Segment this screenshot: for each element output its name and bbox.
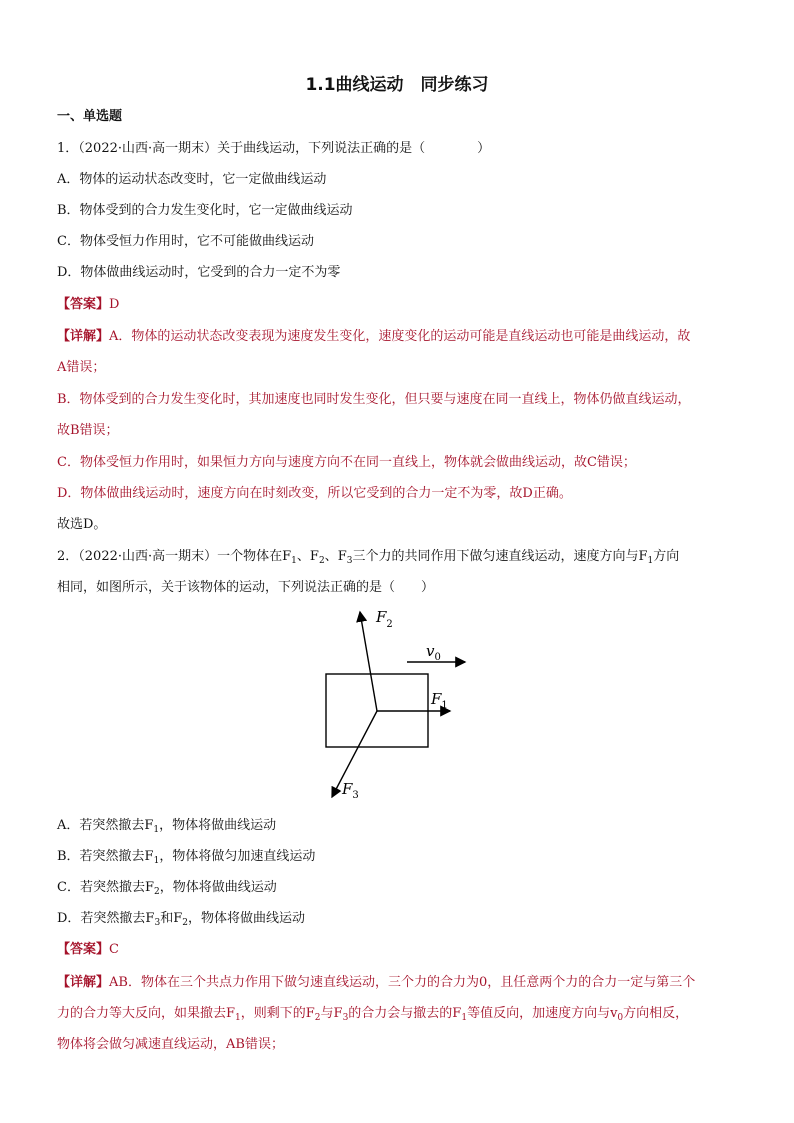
answer-value: D <box>109 297 120 312</box>
question-2-option-d: D．若突然撤去$F_3$和$F_2$，物体将做曲线运动 <box>57 911 305 928</box>
label-f1: $F_1$ <box>431 690 448 711</box>
label-f2: $F_2$ <box>376 608 393 630</box>
force-f3-arrow <box>332 711 377 797</box>
answer-label: 【答案】 <box>57 297 110 312</box>
question-1-option-c: C．物体受恒力作用时，它不可能做曲线运动 <box>57 234 314 249</box>
page-title: 1.1曲线运动 同步练习 <box>305 75 489 95</box>
label-v0: $v_0$ <box>426 642 441 663</box>
question-2-answer: 【答案】C <box>57 942 119 957</box>
question-2-option-a: A．若突然撤去$F_1$，物体将做曲线运动 <box>57 818 277 835</box>
section-heading: 一、单选题 <box>57 109 123 124</box>
question-1-stem: 1．（2022·山西·高一期末）关于曲线运动，下列说法正确的是（ ） <box>57 141 491 156</box>
question-2-detail-line: 物体将会做匀减速直线运动，AB错误； <box>57 1037 284 1052</box>
question-1-conclusion: 故选D。 <box>57 517 107 532</box>
force-diagram <box>315 600 485 805</box>
question-1-detail-line: B．物体受到的合力发生变化时，其加速度也同时发生变化，但只要与速度在同一直线上，物体仍做直线运动， <box>57 392 691 407</box>
question-1-detail-line: D．物体做曲线运动时，速度方向在时刻改变，所以它受到的合力一定不为零，故D正确。 <box>57 486 572 501</box>
detail-label: 【详解】 <box>57 329 110 344</box>
question-1-detail-line: C．物体受恒力作用时，如果恒力方向与速度方向不在同一直线上，物体就会做曲线运动，故C错误； <box>57 455 636 470</box>
question-2-stem: 2．（2022·山西·高一期末）一个物体在$F_1$、$F_2$、$F_3$三个力的共同作用下做匀速直线运动，速度方向与$F_1$方向 <box>57 549 680 566</box>
question-2-option-c: C．若突然撤去$F_2$，物体将做曲线运动 <box>57 880 277 897</box>
question-1-answer <box>57 296 119 314</box>
question-1-detail-line: 故B错误； <box>57 423 119 438</box>
label-f3: $F_3$ <box>342 780 359 801</box>
question-2-stem-line-2: 相同，如图所示，关于该物体的运动，下列说法正确的是（ ） <box>57 580 435 595</box>
question-1-detail-line <box>57 328 690 346</box>
question-2-detail-line: 力的合力等大反向，如果撤去$F_1$，则剩下的$F_2$与$F_3$的合力会与撤去的$F_1$等值反向，加速度方向与$v_0$方向相反， <box>57 1006 689 1023</box>
question-1-option-d: D．物体做曲线运动时，它受到的合力一定不为零 <box>57 265 341 280</box>
question-1-detail-line: A错误； <box>57 360 106 375</box>
question-2-option-b: B．若突然撤去$F_1$，物体将做匀加速直线运动 <box>57 849 316 866</box>
question-1-option-b: B．物体受到的合力发生变化时，它一定做曲线运动 <box>57 203 353 218</box>
force-f2-arrow <box>360 612 377 711</box>
detail-text: A．物体的运动状态改变表现为速度发生变化，速度变化的运动可能是直线运动也可能是曲线运动，故 <box>109 329 691 344</box>
question-2-detail-line: 【详解】AB．物体在三个共点力作用下做匀速直线运动，三个力的合力为0，且任意两个力的合力一定与第三个 <box>57 975 696 990</box>
question-1-option-a: A．物体的运动状态改变时，它一定做曲线运动 <box>57 172 327 187</box>
